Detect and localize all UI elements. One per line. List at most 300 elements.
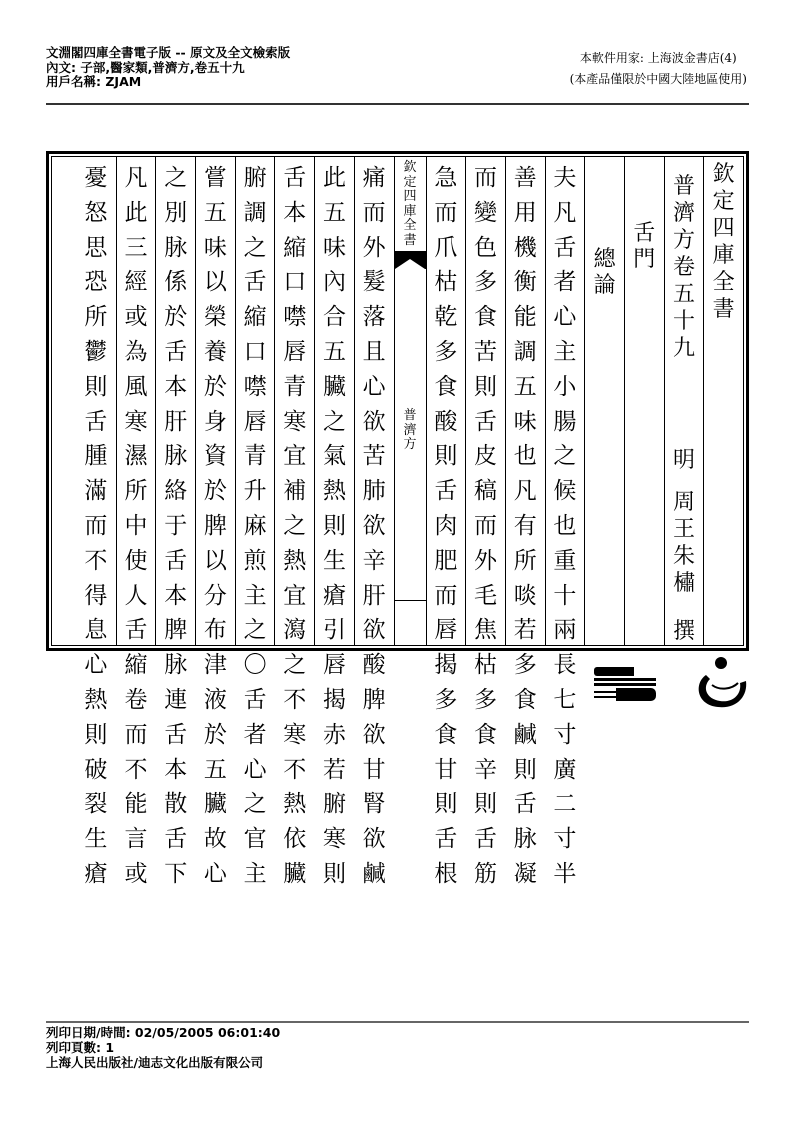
text-char: 能 [513, 304, 537, 331]
margin-divider [395, 600, 426, 601]
text-char: 中 [124, 512, 148, 539]
text-char: 寒 [283, 721, 307, 748]
text-char: 味 [322, 234, 346, 261]
text-char: 之 [243, 234, 267, 261]
text-column [505, 157, 545, 887]
page-frame [46, 151, 749, 887]
text-char: 脉 [164, 234, 188, 261]
text-char: 舌 [434, 478, 458, 505]
text-char: 舌 [633, 221, 656, 246]
text-char: 食 [434, 721, 458, 748]
text-char: 或 [124, 860, 148, 887]
text-char: 絡 [164, 478, 188, 505]
text-char: 論 [593, 273, 616, 298]
text-char: 憂 [84, 165, 108, 191]
print-datetime: 列印日期/時間: 02/05/2005 06:01:40 [46, 1025, 281, 1040]
text-char: 之 [322, 408, 346, 435]
text-char: 肝 [362, 582, 386, 609]
text-char: 人 [124, 582, 148, 609]
text-char: 鹹 [513, 721, 537, 748]
text-char: 欲 [362, 408, 386, 435]
text-char: 言 [124, 826, 148, 853]
text-char: 故 [203, 826, 227, 853]
text-char: 舌 [243, 269, 267, 296]
text-char: 心 [243, 756, 267, 783]
footer [46, 1025, 280, 1070]
text-char: 則 [322, 512, 346, 539]
fishtail-mark-icon [395, 251, 426, 269]
title-column [703, 157, 743, 645]
text-char: 裂 [84, 791, 108, 818]
text-char: 髮 [362, 269, 386, 296]
text-char: 全 [712, 270, 735, 295]
text-char: 五 [203, 199, 227, 226]
print-page-count: 列印頁數: 1 [46, 1040, 115, 1055]
text-char: 得 [84, 582, 108, 609]
text-char: 甘 [434, 756, 458, 783]
text-char: 以 [203, 547, 227, 574]
text-char: 寸 [553, 826, 577, 853]
text-char: 若 [513, 617, 537, 644]
text-column [545, 157, 585, 887]
text-char: 濕 [124, 443, 148, 470]
text-char: 熱 [283, 791, 307, 818]
text-char: 官 [243, 826, 267, 853]
text-char: 稿 [474, 478, 498, 505]
text-char: 則 [513, 756, 537, 783]
text-char: 臟 [203, 791, 227, 818]
text-char: 善 [513, 165, 537, 191]
text-column [116, 157, 156, 887]
text-column [354, 157, 394, 887]
text-char: 以 [203, 269, 227, 296]
text-char: 則 [474, 373, 498, 400]
text-char: 主 [553, 338, 577, 365]
text-char: 且 [362, 338, 386, 365]
text-char: 赤 [322, 721, 346, 748]
text-char: 枯 [474, 652, 498, 679]
text-char: 心 [203, 860, 227, 887]
text-char: 明 [672, 448, 695, 474]
text-char: 揭 [322, 686, 346, 713]
text-char: 不 [283, 756, 307, 783]
text-char: 也 [513, 443, 537, 470]
text-char: 於 [164, 304, 188, 331]
text-char: 重 [553, 547, 577, 574]
text-char: 腫 [84, 443, 108, 470]
text-char: 凡 [124, 165, 148, 191]
text-char: 多 [474, 686, 498, 713]
text-char: 鹹 [362, 860, 386, 887]
text-char: 本 [164, 582, 188, 609]
text-char: 腎 [362, 791, 386, 818]
text-char: 舌 [164, 721, 188, 748]
text-char: 舌 [164, 338, 188, 365]
text-char: 縮 [243, 304, 267, 331]
text-char: 痛 [362, 165, 386, 191]
text-char: 臟 [322, 373, 346, 400]
text-char: 麻 [243, 512, 267, 539]
text-char: 苦 [362, 443, 386, 470]
text-char: 普 [672, 174, 695, 199]
text-char: 食 [474, 304, 498, 331]
text-char: 也 [553, 512, 577, 539]
text-char: 〇 [243, 652, 267, 679]
text-char: 則 [322, 860, 346, 887]
text-char: 三 [124, 234, 148, 261]
text-char: 舌 [283, 165, 307, 191]
text-column [195, 157, 235, 887]
text-char: 散 [164, 791, 188, 818]
text-char: 腸 [553, 408, 577, 435]
text-char: 而 [434, 199, 458, 226]
text-char: 候 [553, 478, 577, 505]
text-char: 下 [164, 860, 188, 887]
text-char: 焦 [474, 617, 498, 644]
text-char: 卷 [672, 255, 695, 280]
text-char: 口 [283, 269, 307, 296]
text-char: 長 [553, 652, 577, 679]
text-char: 者 [243, 721, 267, 748]
text-char: 食 [474, 721, 498, 748]
header-left [46, 46, 290, 90]
text-char: 朱 [672, 544, 695, 570]
text-char: 肥 [434, 547, 458, 574]
text-char: 或 [124, 304, 148, 331]
text-char: 筋 [474, 860, 498, 887]
text-char: 脉 [513, 826, 537, 853]
text-char: 本 [283, 199, 307, 226]
text-char: 乾 [434, 304, 458, 331]
text-char: 腑 [243, 165, 267, 191]
text-char: 之 [283, 652, 307, 679]
text-char: 內 [322, 269, 346, 296]
text-char: 肉 [434, 512, 458, 539]
text-char: 若 [322, 756, 346, 783]
text-char: 唇 [243, 408, 267, 435]
licensee-line: 本軟件用家: 上海波金書店(4) [579, 51, 737, 65]
text-char: 噤 [283, 304, 307, 331]
text-char: 脾 [164, 617, 188, 644]
text-char: 為 [124, 338, 148, 365]
text-char: 寒 [322, 826, 346, 853]
text-char: 熱 [84, 686, 108, 713]
text-char: 寒 [124, 408, 148, 435]
text-char: 啖 [513, 582, 537, 609]
text-char: 毛 [474, 582, 498, 609]
text-column [274, 157, 314, 887]
text-char: 周 [672, 490, 695, 516]
text-char: 則 [84, 721, 108, 748]
text-char: 揭 [434, 652, 458, 679]
text-char: 瘡 [84, 860, 108, 887]
text-char: 分 [203, 582, 227, 609]
text-char: 連 [164, 686, 188, 713]
text-char: 則 [434, 443, 458, 470]
text-char: 合 [322, 304, 346, 331]
text-char: 恐 [84, 269, 108, 296]
text-char: 食 [434, 373, 458, 400]
section-column [624, 157, 664, 645]
text-char: 縮 [124, 652, 148, 679]
header-username: 用戶名稱: ZJAM [46, 74, 142, 89]
text-char: 肺 [362, 478, 386, 505]
text-char: 依 [283, 826, 307, 853]
center-margin-column [394, 157, 426, 645]
margin-book-title: 普 濟 方 [403, 408, 417, 452]
text-char: 熱 [322, 478, 346, 505]
text-char: 小 [553, 373, 577, 400]
text-char: 十 [672, 309, 695, 334]
text-char: 則 [434, 791, 458, 818]
text-char: 青 [243, 443, 267, 470]
text-char: 二 [553, 791, 577, 818]
text-char: 於 [203, 478, 227, 505]
text-char: 所 [84, 304, 108, 331]
text-char: 書 [712, 297, 735, 322]
text-char: 之 [283, 512, 307, 539]
text-char: 九 [672, 336, 695, 361]
section2-column [584, 157, 624, 645]
text-char: 煎 [243, 547, 267, 574]
text-char: 思 [84, 234, 108, 261]
text-char: 欲 [362, 721, 386, 748]
text-char: 風 [124, 373, 148, 400]
text-char: 舌 [474, 408, 498, 435]
text-char: 者 [553, 269, 577, 296]
text-char: 氣 [322, 443, 346, 470]
text-char: 辛 [362, 547, 386, 574]
text-char: 味 [513, 408, 537, 435]
text-char: 此 [124, 199, 148, 226]
header-content-path: 內文: 子部,醫家類,普濟方,卷五十九 [46, 59, 245, 75]
text-char: 經 [124, 269, 148, 296]
text-char: 不 [283, 686, 307, 713]
text-char: 舌 [164, 547, 188, 574]
text-char: 夫 [553, 165, 577, 191]
text-char: 而 [362, 199, 386, 226]
text-char: 口 [243, 338, 267, 365]
circle-emblem-icon [692, 655, 750, 711]
text-char: 七 [553, 686, 577, 713]
text-char: 卷 [124, 686, 148, 713]
text-char: 凝 [513, 860, 537, 887]
text-char: 瀉 [283, 617, 307, 644]
text-char: 唇 [283, 338, 307, 365]
text-char: 心 [553, 304, 577, 331]
text-char: 臟 [283, 860, 307, 887]
text-char: 濟 [672, 201, 695, 226]
text-char: 舌 [243, 686, 267, 713]
text-column [235, 157, 275, 887]
text-char: 味 [203, 234, 227, 261]
text-char: 欽 [712, 162, 735, 187]
text-char: 廣 [553, 756, 577, 783]
text-char: 舌 [474, 826, 498, 853]
text-char: 調 [243, 199, 267, 226]
text-char: 急 [434, 165, 458, 191]
header-right [570, 48, 747, 90]
text-column [465, 157, 505, 887]
text-char: 色 [474, 234, 498, 261]
text-char: 舌 [434, 826, 458, 853]
text-char: 門 [633, 247, 656, 272]
text-char: 兩 [553, 617, 577, 644]
text-char: 根 [434, 860, 458, 887]
text-char: 資 [203, 443, 227, 470]
text-char: 落 [362, 304, 386, 331]
text-char: 寸 [553, 721, 577, 748]
text-char: 舌 [84, 408, 108, 435]
text-char: 本 [164, 756, 188, 783]
text-columns [51, 156, 744, 887]
text-char: 凡 [553, 199, 577, 226]
text-char: 四 [712, 216, 735, 241]
text-char: 王 [672, 517, 695, 543]
text-char: 使 [124, 547, 148, 574]
text-char: 五 [672, 282, 695, 307]
text-char: 酸 [362, 652, 386, 679]
text-char: 五 [513, 373, 537, 400]
text-char: 外 [474, 547, 498, 574]
text-char: 怒 [84, 199, 108, 226]
text-char: 庫 [712, 243, 735, 268]
header-divider [46, 103, 749, 105]
text-char: 脾 [203, 512, 227, 539]
text-char: 而 [474, 512, 498, 539]
text-char: 而 [474, 165, 498, 191]
text-char: 破 [84, 756, 108, 783]
text-char: 酸 [434, 408, 458, 435]
text-char: 養 [203, 338, 227, 365]
text-char: 縮 [283, 234, 307, 261]
text-char: 寒 [283, 408, 307, 435]
margin-collection-title: 欽 定 四 庫 全 書 [403, 160, 417, 248]
text-char: 榮 [203, 304, 227, 331]
text-char: 主 [243, 582, 267, 609]
text-char: 多 [474, 269, 498, 296]
books-logo-icon [594, 667, 656, 701]
text-char: 凡 [513, 478, 537, 505]
text-char: 有 [513, 512, 537, 539]
text-char: 之 [553, 443, 577, 470]
text-char: 五 [203, 756, 227, 783]
text-char: 舌 [513, 791, 537, 818]
text-char: 辛 [474, 756, 498, 783]
text-char: 身 [203, 408, 227, 435]
text-char: 別 [164, 199, 188, 226]
text-char: 引 [322, 617, 346, 644]
text-char: 生 [322, 547, 346, 574]
text-column [155, 157, 195, 887]
text-char: 則 [474, 791, 498, 818]
text-column [314, 157, 354, 887]
text-char: 而 [434, 582, 458, 609]
text-char: 布 [203, 617, 227, 644]
text-char: 苦 [474, 338, 498, 365]
text-char: 心 [362, 373, 386, 400]
text-char: 此 [322, 165, 346, 191]
text-char: 所 [124, 478, 148, 505]
publisher-logos [592, 655, 752, 715]
text-char: 鬱 [84, 338, 108, 365]
volume-title-column [664, 157, 704, 645]
text-char: 脉 [164, 652, 188, 679]
text-char: 用 [513, 199, 537, 226]
text-char: 不 [84, 547, 108, 574]
text-char: 于 [164, 512, 188, 539]
text-char: 補 [283, 478, 307, 505]
text-char: 五 [322, 199, 346, 226]
text-char: 不 [124, 756, 148, 783]
text-char: 而 [124, 721, 148, 748]
text-char: 十 [553, 582, 577, 609]
text-char: 唇 [434, 617, 458, 644]
text-char: 機 [513, 234, 537, 261]
text-char: 唇 [322, 652, 346, 679]
text-char: 於 [203, 721, 227, 748]
text-char: 調 [513, 338, 537, 365]
text-char: 舌 [553, 234, 577, 261]
text-char: 所 [513, 547, 537, 574]
text-char: 爪 [434, 234, 458, 261]
text-char: 噤 [243, 373, 267, 400]
text-char: 皮 [474, 443, 498, 470]
text-char: 方 [672, 228, 695, 253]
text-char: 升 [243, 478, 267, 505]
text-char: 欲 [362, 826, 386, 853]
text-char: 撰 [672, 619, 695, 644]
text-char: 熱 [283, 547, 307, 574]
text-char: 生 [84, 826, 108, 853]
text-char: 之 [243, 791, 267, 818]
text-char: 多 [513, 652, 537, 679]
text-char: 衡 [513, 269, 537, 296]
text-char: 多 [434, 338, 458, 365]
text-char: 脾 [362, 686, 386, 713]
text-char: 嘗 [203, 165, 227, 191]
text-char: 橚 [672, 571, 695, 597]
text-column [76, 157, 116, 887]
text-char: 腑 [322, 791, 346, 818]
footer-divider [46, 1021, 749, 1023]
text-char: 變 [474, 199, 498, 226]
text-char: 本 [164, 373, 188, 400]
region-notice: (本產品僅限於中國大陸地區使用) [569, 72, 747, 86]
text-char: 宜 [283, 443, 307, 470]
text-char: 總 [593, 247, 616, 272]
text-char: 舌 [164, 826, 188, 853]
text-char: 津 [203, 652, 227, 679]
text-char: 食 [513, 686, 537, 713]
text-char: 五 [322, 338, 346, 365]
text-char: 宜 [283, 582, 307, 609]
text-char: 瘡 [322, 582, 346, 609]
text-char: 息 [84, 617, 108, 644]
text-column [426, 157, 466, 887]
text-char: 則 [84, 373, 108, 400]
text-char: 之 [164, 165, 188, 191]
text-char: 主 [243, 860, 267, 887]
text-char: 肝 [164, 408, 188, 435]
text-char: 而 [84, 512, 108, 539]
text-char: 之 [243, 617, 267, 644]
text-char: 枯 [434, 269, 458, 296]
text-char: 欲 [362, 617, 386, 644]
text-char: 心 [84, 652, 108, 679]
text-char: 甘 [362, 756, 386, 783]
text-char: 液 [203, 686, 227, 713]
